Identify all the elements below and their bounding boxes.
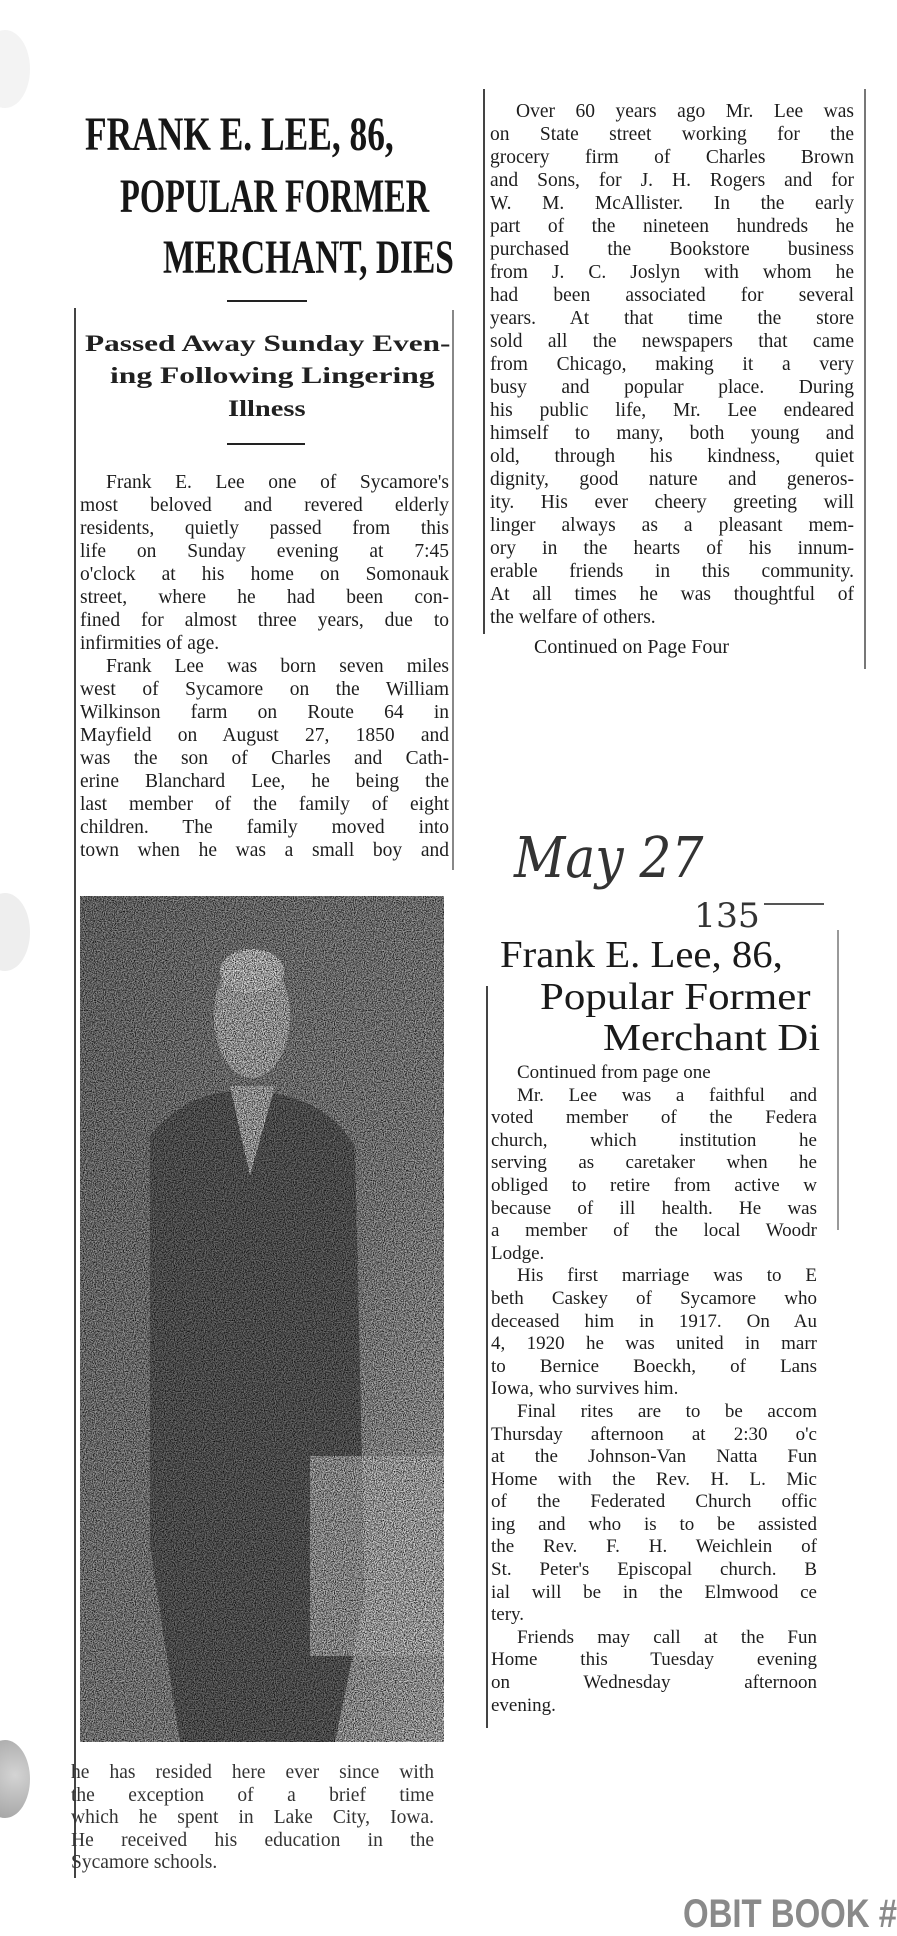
text-line: He received his education in the: [71, 1829, 434, 1851]
text-line: to Bernice Boeckh, of Lans: [491, 1355, 817, 1377]
article-body-continued: [71, 1762, 434, 1875]
subhead-line: Passed Away Sunday Even-: [85, 331, 451, 356]
text-line: at the Johnson-Van Natta Fun: [491, 1446, 817, 1468]
text-line: residents, quietly passed from this: [80, 518, 449, 539]
text-line: Sycamore schools.: [71, 1852, 218, 1873]
text-line: deceased him in 1917. On Au: [491, 1310, 817, 1332]
column-border: [483, 89, 485, 634]
column-border: [864, 89, 866, 669]
text-line: ing and who is to be assisted: [491, 1513, 817, 1535]
text-line: on Wednesday afternoon: [491, 1672, 817, 1694]
text-line: Iowa, who survives him.: [491, 1378, 679, 1400]
portrait-photo: [80, 896, 444, 1742]
text-line: was the son of Charles and Cath-: [80, 748, 449, 769]
article-body: [80, 471, 449, 862]
text-line: linger always as a pleasant mem-: [490, 515, 854, 536]
headline-line: Merchant Di: [603, 1017, 821, 1059]
punch-hole: [0, 30, 30, 108]
text-line: had been associated for several: [490, 285, 854, 306]
text-line: evening.: [491, 1694, 556, 1716]
text-line: ity. His ever cheery greeting will: [490, 492, 854, 513]
text-line: grocery firm of Charles Brown: [490, 147, 854, 168]
text-line: from J. C. Joslyn with whom he: [490, 262, 854, 283]
obit-book-stamp: OBIT BOOK #: [683, 1892, 897, 1936]
column-border: [486, 986, 488, 1728]
text-line: Home this Tuesday evening: [491, 1649, 817, 1671]
text-line: himself to many, both young and: [490, 423, 854, 444]
text-line: erine Blanchard Lee, he being the: [80, 771, 449, 792]
text-line: his public life, Mr. Lee endeared: [490, 400, 854, 421]
text-line: Final rites are to be accom: [517, 1400, 817, 1422]
text-line: Lodge.: [491, 1242, 545, 1264]
text-line: sold all the newspapers that came: [490, 331, 854, 352]
text-line: busy and popular place. During: [490, 377, 854, 398]
handwritten-page-number: 135: [694, 896, 760, 936]
divider: [764, 903, 824, 905]
headline-line: MERCHANT, DIES: [163, 231, 454, 284]
punch-hole: [0, 1740, 30, 1818]
text-line: the welfare of others.: [490, 607, 656, 628]
text-line: fined for almost three years, due to: [80, 610, 449, 631]
text-line: on State street working for the: [490, 124, 854, 145]
text-line: obliged to retire from active w: [491, 1174, 817, 1196]
divider: [227, 300, 307, 302]
text-line: years. At that time the store: [490, 308, 854, 329]
headline-line: FRANK E. LEE, 86,: [85, 108, 394, 161]
text-line: beth Caskey of Sycamore who: [491, 1287, 817, 1309]
text-line: town when he was a small boy and: [80, 840, 449, 861]
text-line: Frank Lee was born seven miles: [106, 656, 449, 677]
text-line: ory in the hearts of his innum-: [490, 538, 854, 559]
text-line: W. M. McAllister. In the early: [490, 193, 854, 214]
text-line: from Chicago, making it a very: [490, 354, 854, 375]
column-border: [837, 930, 839, 1230]
divider: [227, 443, 305, 445]
text-line: Wilkinson farm on Route 64 in: [80, 702, 449, 723]
article-body: [491, 1062, 817, 1717]
text-line: 4, 1920 he was united in marr: [491, 1333, 817, 1355]
text-line: tery.: [491, 1604, 525, 1626]
text-line: west of Sycamore on the William: [80, 679, 449, 700]
handwritten-date: May 27: [514, 826, 704, 891]
text-line: and Sons, for J. H. Rogers and for: [490, 170, 854, 191]
text-line: children. The family moved into: [80, 817, 449, 838]
text-line: Thursday afternoon at 2:30 o'c: [491, 1423, 817, 1445]
text-line: Friends may call at the Fun: [517, 1626, 817, 1648]
text-line: purchased the Bookstore business: [490, 239, 854, 260]
column-border: [452, 310, 454, 870]
text-line: o'clock at his home on Somonauk: [80, 564, 449, 585]
text-line: part of the nineteen hundreds he: [490, 216, 854, 237]
text-line: Continued from page one: [517, 1062, 711, 1083]
text-line: a member of the local Woodr: [491, 1220, 817, 1242]
text-line: Mayfield on August 27, 1850 and: [80, 725, 449, 746]
text-line: Frank E. Lee one of Sycamore's: [106, 472, 449, 493]
text-line: dignity, good nature and generos-: [490, 469, 854, 490]
headline-line: Popular Former: [540, 976, 811, 1018]
text-line: because of ill health. He was: [491, 1197, 817, 1219]
subhead-line: Illness: [228, 396, 306, 421]
text-line: St. Peter's Episcopal church. B: [491, 1559, 817, 1581]
punch-hole: [0, 893, 30, 971]
text-line: Mr. Lee was a faithful and: [517, 1084, 817, 1106]
headline-line: POPULAR FORMER: [120, 170, 430, 223]
text-line: which he spent in Lake City, Iowa.: [71, 1807, 434, 1828]
text-line: His first marriage was to E: [517, 1265, 817, 1287]
text-line: the exception of a brief time: [71, 1784, 434, 1806]
headline-line: Frank E. Lee, 86,: [500, 934, 783, 976]
continued-note: Continued on Page Four: [534, 636, 729, 658]
text-line: street, where he had been con-: [80, 587, 449, 608]
text-line: erable friends in this community.: [490, 561, 854, 582]
column-border: [74, 308, 76, 1878]
text-line: church, which institution he: [491, 1129, 817, 1151]
article-body-right: [490, 100, 854, 629]
text-line: old, through his kindness, quiet: [490, 446, 854, 467]
text-line: ial will be in the Elmwood ce: [491, 1581, 817, 1603]
text-line: the Rev. F. H. Weichlein of: [491, 1536, 817, 1558]
text-line: last member of the family of eight: [80, 794, 449, 815]
text-line: he has resided here ever since with: [71, 1762, 434, 1783]
text-line: Home with the Rev. H. L. Mic: [491, 1468, 817, 1490]
text-line: life on Sunday evening at 7:45: [80, 541, 449, 562]
text-line: serving as caretaker when he: [491, 1152, 817, 1174]
text-line: of the Federated Church offic: [491, 1491, 817, 1513]
text-line: At all times he was thoughtful of: [490, 584, 854, 605]
text-line: Over 60 years ago Mr. Lee was: [516, 101, 854, 122]
subhead-line: ing Following Lingering: [110, 363, 435, 388]
text-line: most beloved and revered elderly: [80, 495, 449, 516]
text-line: infirmities of age.: [80, 633, 220, 654]
text-line: voted member of the Federa: [491, 1107, 817, 1129]
